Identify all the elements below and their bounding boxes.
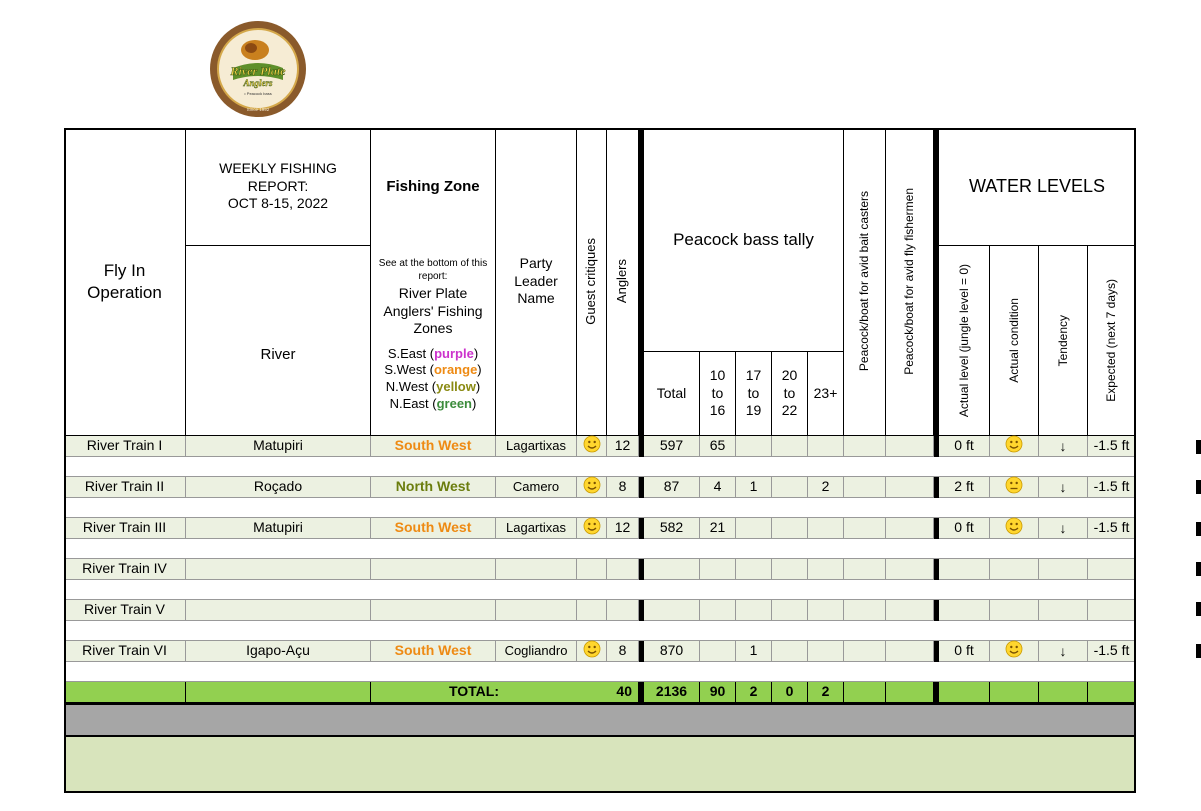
cell-fly [886, 518, 934, 539]
down-arrow-icon: ↓ [1059, 438, 1067, 454]
cell-leader [496, 559, 577, 580]
header-23-plus: 23+ [808, 352, 844, 436]
header-20-22: 20 to 22 [772, 352, 808, 436]
cell-river: Roçado [186, 477, 371, 498]
totals-row [64, 682, 1136, 703]
cell-r17 [736, 518, 772, 539]
svg-text:EXCLUSIVE AMAZON FISHING OUTFI: EXCLUSIVE AMAZON FISHING OUTFITTERS [221, 29, 295, 57]
cell-river [186, 559, 371, 580]
cell-op: River Train V [64, 600, 186, 621]
cell-r20 [772, 518, 808, 539]
cell-river: Matupiri [186, 518, 371, 539]
cell-zone: South West [371, 436, 496, 457]
gray-band [64, 703, 1136, 737]
cell-anglers: 12 [607, 436, 639, 457]
table-row [64, 559, 1136, 600]
cell-r23 [808, 559, 844, 580]
totals-17-19: 2 [736, 682, 772, 703]
report-title: WEEKLY FISHING REPORT: OCT 8-15, 2022 [186, 128, 371, 246]
right-margin-marks [1196, 440, 1201, 660]
smiley-face-icon [583, 476, 601, 499]
river-plate-anglers-logo [209, 20, 307, 118]
cell-tendency [1039, 436, 1088, 457]
cell-leader [496, 600, 577, 621]
table-row [64, 641, 1136, 682]
header-bait-casters: Peacock/boat for avid bait casters [844, 128, 886, 436]
cell-condition [990, 600, 1039, 621]
cell-critique [577, 559, 607, 580]
row-spacer [64, 457, 1136, 477]
header-actual-level: Actual level (jungle level = 0) [939, 246, 990, 436]
cell-critique [577, 436, 607, 457]
smiley-face-icon [583, 435, 601, 458]
down-arrow-icon: ↓ [1059, 520, 1067, 536]
cell-level [939, 600, 990, 621]
cell-anglers [607, 559, 639, 580]
cell-condition [990, 477, 1039, 498]
header-river: River [186, 246, 371, 436]
cell-r10: 65 [700, 436, 736, 457]
cell-tendency [1039, 477, 1088, 498]
cell-expected: -1.5 ft [1088, 477, 1136, 498]
cell-total [644, 559, 700, 580]
header-fly-in-operation: Fly In Operation [64, 128, 186, 436]
cell-fly [886, 641, 934, 662]
cell-fly [886, 600, 934, 621]
totals-20-22: 0 [772, 682, 808, 703]
cell-r17 [736, 600, 772, 621]
cell-level: 0 ft [939, 518, 990, 539]
cell-bait [844, 641, 886, 662]
cell-critique [577, 600, 607, 621]
cell-op: River Train III [64, 518, 186, 539]
cell-condition [990, 436, 1039, 457]
table-row [64, 600, 1136, 641]
cell-leader: Lagartixas [496, 518, 577, 539]
cell-zone [371, 600, 496, 621]
cell-tendency [1039, 641, 1088, 662]
header-actual-condition: Actual condition [990, 246, 1039, 436]
cell-r23: 2 [808, 477, 844, 498]
cell-fly [886, 477, 934, 498]
header-tendency: Tendency [1039, 246, 1088, 436]
svg-text:• Peacock bass: • Peacock bass [244, 91, 272, 96]
cell-total: 870 [644, 641, 700, 662]
cell-expected: -1.5 ft [1088, 641, 1136, 662]
header-fishing-zone: Fishing Zone See at the bottom of this report: River Plate Anglers' Fishing Zones S.East (purple) S.West (orange) N.West (yellow) N.East (green) [371, 128, 496, 436]
cell-anglers: 8 [607, 641, 639, 662]
cell-op: River Train VI [64, 641, 186, 662]
cell-anglers: 8 [607, 477, 639, 498]
totals-23-plus: 2 [808, 682, 844, 703]
cell-r23 [808, 518, 844, 539]
cell-level: 2 ft [939, 477, 990, 498]
cell-leader: Cogliandro [496, 641, 577, 662]
header-anglers: Anglers [607, 128, 639, 436]
header-guest-critiques: Guest critiques [577, 128, 607, 436]
neutral-face-icon [1005, 476, 1023, 499]
row-spacer [64, 621, 1136, 641]
cell-anglers: 12 [607, 518, 639, 539]
cell-r10: 4 [700, 477, 736, 498]
cell-anglers [607, 600, 639, 621]
header-17-19: 17 to 19 [736, 352, 772, 436]
cell-condition [990, 518, 1039, 539]
cell-r20 [772, 436, 808, 457]
svg-text:Anglers: Anglers [243, 78, 273, 88]
totals-anglers: 40 [577, 682, 639, 703]
cell-r20 [772, 600, 808, 621]
cell-critique [577, 518, 607, 539]
cell-river: Matupiri [186, 436, 371, 457]
row-spacer [64, 580, 1136, 600]
row-spacer [64, 539, 1136, 559]
cell-expected: -1.5 ft [1088, 436, 1136, 457]
cell-expected: -1.5 ft [1088, 518, 1136, 539]
cell-op: River Train I [64, 436, 186, 457]
cell-r23 [808, 600, 844, 621]
cell-fly [886, 436, 934, 457]
cell-zone: South West [371, 518, 496, 539]
cell-bait [844, 559, 886, 580]
cell-r10: 21 [700, 518, 736, 539]
cell-r20 [772, 477, 808, 498]
cell-op: River Train II [64, 477, 186, 498]
header-expected: Expected (next 7 days) [1088, 246, 1136, 436]
cell-critique [577, 477, 607, 498]
svg-text:Since 1992: Since 1992 [246, 107, 270, 112]
cell-total [644, 600, 700, 621]
svg-text:River Plate: River Plate [230, 64, 286, 78]
cell-level: 0 ft [939, 641, 990, 662]
cell-r23 [808, 641, 844, 662]
cell-bait [844, 436, 886, 457]
down-arrow-icon: ↓ [1059, 643, 1067, 659]
smiley-face-icon [1005, 640, 1023, 663]
cell-expected [1088, 559, 1136, 580]
cell-leader: Camero [496, 477, 577, 498]
cell-tendency [1039, 559, 1088, 580]
cell-r17 [736, 436, 772, 457]
cell-bait [844, 518, 886, 539]
cell-r10 [700, 641, 736, 662]
cell-zone [371, 559, 496, 580]
cell-total: 87 [644, 477, 700, 498]
cell-r20 [772, 641, 808, 662]
cell-r10 [700, 559, 736, 580]
cell-zone: South West [371, 641, 496, 662]
cell-r10 [700, 600, 736, 621]
table-row [64, 436, 1136, 477]
cell-zone: North West [371, 477, 496, 498]
cell-op: River Train IV [64, 559, 186, 580]
smiley-face-icon [583, 640, 601, 663]
cell-level [939, 559, 990, 580]
header-party-leader: Party Leader Name [496, 128, 577, 436]
cell-total: 582 [644, 518, 700, 539]
table-row [64, 477, 1136, 518]
header-total: Total [644, 352, 700, 436]
table-row [64, 518, 1136, 559]
cell-r23 [808, 436, 844, 457]
cell-r20 [772, 559, 808, 580]
cell-expected [1088, 600, 1136, 621]
header-fly-fishermen: Peacock/boat for avid fly fishermen [886, 128, 934, 436]
cell-leader: Lagartixas [496, 436, 577, 457]
cell-condition [990, 641, 1039, 662]
bottom-notes-area [64, 737, 1136, 793]
cell-critique [577, 641, 607, 662]
cell-river: Igapo-Açu [186, 641, 371, 662]
header-water-levels: WATER LEVELS [939, 128, 1136, 246]
cell-level: 0 ft [939, 436, 990, 457]
cell-bait [844, 600, 886, 621]
cell-tendency [1039, 518, 1088, 539]
smiley-face-icon [1005, 435, 1023, 458]
cell-tendency [1039, 600, 1088, 621]
cell-r17 [736, 559, 772, 580]
down-arrow-icon: ↓ [1059, 479, 1067, 495]
cell-r17: 1 [736, 641, 772, 662]
cell-r17: 1 [736, 477, 772, 498]
cell-bait [844, 477, 886, 498]
cell-fly [886, 559, 934, 580]
cell-total: 597 [644, 436, 700, 457]
row-spacer [64, 498, 1136, 518]
totals-label: TOTAL: [371, 682, 577, 703]
header-peacock-tally: Peacock bass tally [644, 128, 844, 352]
row-spacer [64, 662, 1136, 682]
cell-condition [990, 559, 1039, 580]
smiley-face-icon [1005, 517, 1023, 540]
header-10-16: 10 to 16 [700, 352, 736, 436]
totals-10-16: 90 [700, 682, 736, 703]
smiley-face-icon [583, 517, 601, 540]
cell-river [186, 600, 371, 621]
totals-total: 2136 [644, 682, 700, 703]
fishing-report-table [64, 128, 1136, 793]
